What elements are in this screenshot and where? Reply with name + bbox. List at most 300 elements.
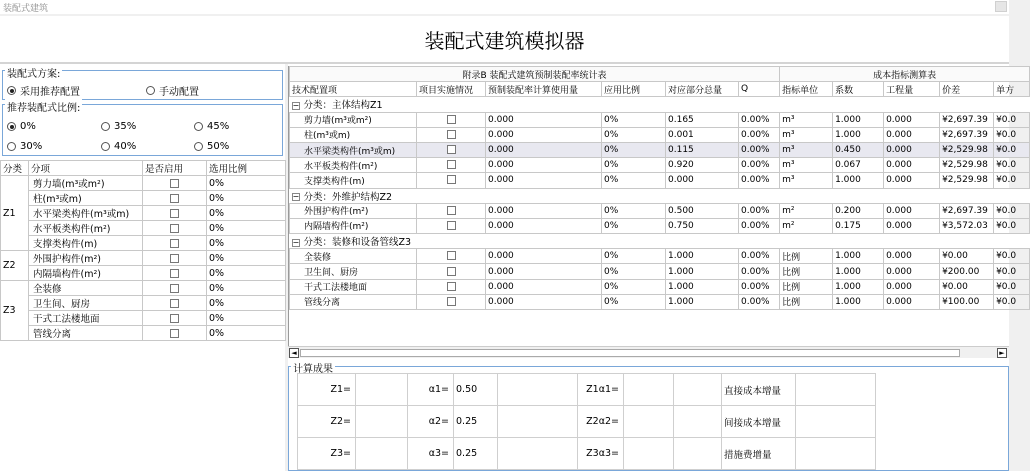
- enable-checkbox[interactable]: [143, 281, 207, 296]
- col-header: 预制装配率计算使用量: [486, 82, 602, 97]
- z-value: [356, 438, 408, 470]
- total-cell[interactable]: 1.000: [666, 249, 739, 264]
- radio-checked-icon: [7, 122, 16, 131]
- price-diff-cell[interactable]: ¥0.00: [940, 279, 994, 294]
- price-diff-cell[interactable]: ¥2,697.39: [940, 127, 994, 142]
- usage-cell[interactable]: 0.000: [486, 203, 602, 218]
- total-cell[interactable]: 0.500: [666, 203, 739, 218]
- col-header: 技术配置项: [290, 82, 417, 97]
- unit-cell[interactable]: 比例: [780, 279, 833, 294]
- table-row: [1, 176, 286, 191]
- status-checkbox[interactable]: [417, 112, 486, 127]
- collapse-icon[interactable]: −: [292, 100, 300, 110]
- table-row: [1, 191, 286, 206]
- category-header[interactable]: [290, 188, 1030, 203]
- usage-cell[interactable]: 0.000: [486, 264, 602, 279]
- unit-price-cell[interactable]: ¥0.0: [994, 142, 1030, 157]
- z-label: Z2=: [298, 406, 356, 438]
- checkbox-icon: [447, 206, 456, 215]
- unit-cell[interactable]: 比例: [780, 294, 833, 309]
- checkbox-icon: [170, 329, 179, 338]
- config-item-name: 干式工法楼地面: [290, 279, 417, 294]
- total-cell[interactable]: 0.920: [666, 158, 739, 173]
- scrollbar-thumb[interactable]: [300, 349, 960, 357]
- radio-label: 手动配置: [159, 87, 199, 98]
- price-diff-cell[interactable]: ¥2,529.98: [940, 142, 994, 157]
- quantity-cell[interactable]: 0.000: [884, 249, 940, 264]
- radio-unchecked-icon: [7, 142, 16, 151]
- category-code: Z3: [1, 281, 29, 341]
- collapse-icon[interactable]: −: [292, 237, 300, 247]
- horizontal-scrollbar[interactable]: [288, 346, 1009, 358]
- usage-cell[interactable]: 0.000: [486, 112, 602, 127]
- group-header-prefab: 附录B 装配式建筑预制装配率统计表: [290, 67, 780, 82]
- coef-cell[interactable]: 0.067: [833, 158, 884, 173]
- total-cell[interactable]: 0.000: [666, 173, 739, 188]
- unit-price-cell[interactable]: ¥0.0: [994, 127, 1030, 142]
- alpha-value[interactable]: 0.25: [454, 438, 498, 470]
- table-row: [1, 266, 286, 281]
- checkbox-icon: [170, 269, 179, 278]
- category-title: 分类：装修和设备管线Z3: [303, 237, 412, 249]
- config-item-name: 水平板类构件(m²): [290, 158, 417, 173]
- unit-cell[interactable]: m²: [780, 218, 833, 233]
- col-header: 系数: [833, 82, 884, 97]
- quantity-cell[interactable]: 0.000: [884, 173, 940, 188]
- config-item-name: 水平梁类构件(m³或m): [290, 142, 417, 157]
- checkbox-icon: [170, 299, 179, 308]
- usage-cell[interactable]: 0.000: [486, 294, 602, 309]
- calc-results-group: [288, 366, 1009, 471]
- category-title: 分类：外维护结构Z2: [303, 191, 393, 203]
- cost-label: 措施费增量: [722, 438, 796, 470]
- cost-value: [796, 438, 876, 470]
- coef-cell[interactable]: 1.000: [833, 173, 884, 188]
- checkbox-icon: [170, 194, 179, 203]
- unit-price-cell[interactable]: ¥0.0: [994, 294, 1030, 309]
- spacer-cell: [674, 438, 722, 470]
- col-header-item: 分项: [29, 161, 143, 176]
- coef-cell[interactable]: 1.000: [833, 264, 884, 279]
- unit-cell[interactable]: m³: [780, 112, 833, 127]
- apply-ratio-cell[interactable]: 0%: [602, 218, 666, 233]
- col-header-category: 分类: [1, 161, 29, 176]
- checkbox-icon: [170, 254, 179, 263]
- status-checkbox[interactable]: [417, 218, 486, 233]
- item-name: 水平板类构件(m²): [29, 221, 143, 236]
- scheme-manual-radio[interactable]: [146, 83, 199, 98]
- alpha-label: α2=: [408, 406, 454, 438]
- q-cell[interactable]: 0.00%: [739, 249, 780, 264]
- item-name: 柱(m³或m): [29, 191, 143, 206]
- quantity-cell[interactable]: 0.000: [884, 203, 940, 218]
- category-header[interactable]: [290, 234, 1030, 249]
- table-row[interactable]: [290, 294, 1030, 309]
- coef-cell[interactable]: 1.000: [833, 279, 884, 294]
- price-diff-cell[interactable]: ¥2,697.39: [940, 203, 994, 218]
- z-alpha-label: Z2α2=: [578, 406, 624, 438]
- unit-price-cell[interactable]: ¥0.0: [994, 173, 1030, 188]
- table-row: [1, 281, 286, 296]
- checkbox-icon: [170, 209, 179, 218]
- usage-cell[interactable]: 0.000: [486, 279, 602, 294]
- col-header: 指标单位: [780, 82, 833, 97]
- total-cell[interactable]: 0.165: [666, 112, 739, 127]
- usage-cell[interactable]: 0.000: [486, 142, 602, 157]
- apply-ratio-cell[interactable]: 0%: [602, 112, 666, 127]
- unit-cell[interactable]: m²: [780, 203, 833, 218]
- z-label: Z1=: [298, 374, 356, 406]
- unit-cell[interactable]: 比例: [780, 264, 833, 279]
- radio-label: 35%: [114, 121, 137, 132]
- checkbox-icon: [170, 179, 179, 188]
- coef-cell[interactable]: 1.000: [833, 294, 884, 309]
- config-item-name: 柱(m³或m): [290, 127, 417, 142]
- usage-cell[interactable]: 0.000: [486, 127, 602, 142]
- col-header-enabled: 是否启用: [143, 161, 207, 176]
- spacer-cell: [498, 406, 578, 438]
- stats-grid: [288, 66, 1017, 346]
- table-row[interactable]: [290, 173, 1030, 188]
- price-diff-cell[interactable]: ¥2,529.98: [940, 158, 994, 173]
- ratio-cell[interactable]: 0%: [207, 236, 286, 251]
- unit-cell[interactable]: m³: [780, 142, 833, 157]
- radio-label: 45%: [207, 121, 230, 132]
- checkbox-icon: [447, 297, 456, 306]
- unit-price-cell[interactable]: ¥0.0: [994, 264, 1030, 279]
- enable-checkbox[interactable]: [143, 236, 207, 251]
- ratio-legend: 推荐装配式比例:: [5, 99, 82, 114]
- ratio-40-radio[interactable]: [101, 141, 136, 152]
- table-row[interactable]: [290, 127, 1030, 142]
- q-cell[interactable]: 0.00%: [739, 279, 780, 294]
- price-diff-cell[interactable]: ¥0.00: [940, 249, 994, 264]
- unit-cell[interactable]: 比例: [780, 249, 833, 264]
- unit-cell[interactable]: m³: [780, 173, 833, 188]
- item-name: 干式工法楼地面: [29, 311, 143, 326]
- z-alpha-value: [624, 406, 674, 438]
- ratio-cell[interactable]: 0%: [207, 206, 286, 221]
- checkbox-icon: [447, 145, 456, 154]
- ratio-cell[interactable]: 0%: [207, 251, 286, 266]
- radio-unchecked-icon: [101, 142, 110, 151]
- item-name: 内隔墙构件(m²): [29, 266, 143, 281]
- calc-row: [298, 438, 876, 470]
- coef-cell[interactable]: 0.200: [833, 203, 884, 218]
- ratio-cell[interactable]: 0%: [207, 266, 286, 281]
- window-control-button[interactable]: [995, 1, 1007, 12]
- alpha-label: α1=: [408, 374, 454, 406]
- radio-label: 50%: [207, 141, 230, 152]
- ratio-cell[interactable]: 0%: [207, 176, 286, 191]
- usage-cell[interactable]: 0.000: [486, 158, 602, 173]
- col-header: 价差: [940, 82, 994, 97]
- cost-value: [796, 406, 876, 438]
- calc-row: [298, 374, 876, 406]
- checkbox-icon: [447, 115, 456, 124]
- scroll-left-icon[interactable]: ◄: [289, 348, 299, 358]
- scheme-legend: 装配式方案:: [5, 65, 62, 80]
- config-item-name: 剪力墙(m³或m²): [290, 112, 417, 127]
- spacer-cell: [674, 374, 722, 406]
- q-cell[interactable]: 0.00%: [739, 127, 780, 142]
- table-row: [1, 251, 286, 266]
- quantity-cell[interactable]: 0.000: [884, 264, 940, 279]
- status-checkbox[interactable]: [417, 249, 486, 264]
- status-checkbox[interactable]: [417, 264, 486, 279]
- spacer-cell: [674, 406, 722, 438]
- alpha-label: α3=: [408, 438, 454, 470]
- total-cell[interactable]: 0.750: [666, 218, 739, 233]
- table-row[interactable]: [290, 279, 1030, 294]
- col-header-ratio: 选用比例: [207, 161, 286, 176]
- scheme-recommended-radio[interactable]: [7, 83, 80, 98]
- radio-unchecked-icon: [146, 86, 155, 95]
- quantity-cell[interactable]: 0.000: [884, 127, 940, 142]
- enable-checkbox[interactable]: [143, 176, 207, 191]
- table-row[interactable]: [290, 218, 1030, 233]
- ratio-cell[interactable]: 0%: [207, 311, 286, 326]
- window-title: 装配式建筑: [3, 4, 49, 14]
- coef-cell[interactable]: 1.000: [833, 249, 884, 264]
- config-item-name: 卫生间、厨房: [290, 264, 417, 279]
- usage-cell[interactable]: 0.000: [486, 218, 602, 233]
- col-header: 对应部分总量: [666, 82, 739, 97]
- radio-label: 采用推荐配置: [20, 87, 80, 98]
- status-checkbox[interactable]: [417, 294, 486, 309]
- enable-checkbox[interactable]: [143, 251, 207, 266]
- quantity-cell[interactable]: 0.000: [884, 158, 940, 173]
- checkbox-icon: [447, 130, 456, 139]
- col-header: 单方: [994, 82, 1030, 97]
- group-header-cost: 成本指标测算表: [780, 67, 1030, 82]
- total-cell[interactable]: 1.000: [666, 264, 739, 279]
- q-cell[interactable]: 0.00%: [739, 173, 780, 188]
- column-header-row: [290, 82, 1030, 97]
- category-code: Z2: [1, 251, 29, 281]
- price-diff-cell[interactable]: ¥3,572.03: [940, 218, 994, 233]
- checkbox-icon: [170, 284, 179, 293]
- q-cell[interactable]: 0.00%: [739, 158, 780, 173]
- collapse-icon[interactable]: −: [292, 192, 300, 202]
- checkbox-icon: [447, 267, 456, 276]
- calc-table: [297, 373, 876, 470]
- component-table: [0, 160, 286, 341]
- cost-label: 直接成本增量: [722, 374, 796, 406]
- z-value: [356, 374, 408, 406]
- category-code: Z1: [1, 176, 29, 251]
- table-row: [1, 221, 286, 236]
- apply-ratio-cell[interactable]: 0%: [602, 203, 666, 218]
- z-label: Z3=: [298, 438, 356, 470]
- unit-cell[interactable]: m³: [780, 127, 833, 142]
- col-header: 工程量: [884, 82, 940, 97]
- table-row[interactable]: [290, 249, 1030, 264]
- table-row[interactable]: [290, 158, 1030, 173]
- item-name: 管线分离: [29, 326, 143, 341]
- radio-label: 0%: [20, 121, 36, 132]
- apply-ratio-cell[interactable]: 0%: [602, 158, 666, 173]
- table-row: [1, 206, 286, 221]
- category-row[interactable]: [290, 188, 1030, 203]
- table-row[interactable]: [290, 264, 1030, 279]
- window-titlebar: [0, 0, 1009, 14]
- config-item-name: 全装修: [290, 249, 417, 264]
- app-title: 装配式建筑模拟器: [0, 16, 1009, 62]
- ratio-35-radio[interactable]: [101, 121, 136, 132]
- apply-ratio-cell[interactable]: 0%: [602, 294, 666, 309]
- enable-checkbox[interactable]: [143, 221, 207, 236]
- ratio-cell[interactable]: 0%: [207, 296, 286, 311]
- apply-ratio-cell[interactable]: 0%: [602, 264, 666, 279]
- price-diff-cell[interactable]: ¥200.00: [940, 264, 994, 279]
- coef-cell[interactable]: 0.175: [833, 218, 884, 233]
- unit-cell[interactable]: m³: [780, 158, 833, 173]
- ratio-cell[interactable]: 0%: [207, 221, 286, 236]
- coef-cell[interactable]: 0.450: [833, 142, 884, 157]
- q-cell[interactable]: 0.00%: [739, 218, 780, 233]
- checkbox-icon: [170, 314, 179, 323]
- calc-legend: 计算成果: [291, 360, 335, 375]
- status-checkbox[interactable]: [417, 142, 486, 157]
- table-row[interactable]: [290, 142, 1030, 157]
- unit-price-cell[interactable]: ¥0.0: [994, 158, 1030, 173]
- ratio-group: [2, 104, 283, 156]
- scroll-right-icon[interactable]: ►: [997, 348, 1007, 358]
- total-cell[interactable]: 1.000: [666, 294, 739, 309]
- table-row: [1, 326, 286, 341]
- item-name: 支撑类构件(m): [29, 236, 143, 251]
- enable-checkbox[interactable]: [143, 266, 207, 281]
- z-alpha-label: Z3α3=: [578, 438, 624, 470]
- right-panel: [288, 64, 1017, 471]
- q-cell[interactable]: 0.00%: [739, 264, 780, 279]
- ratio-cell[interactable]: 0%: [207, 326, 286, 341]
- table-row: [1, 236, 286, 251]
- item-name: 剪力墙(m³或m²): [29, 176, 143, 191]
- table-row[interactable]: [290, 112, 1030, 127]
- left-panel: [0, 64, 285, 471]
- config-item-name: 支撑类构件(m): [290, 173, 417, 188]
- status-checkbox[interactable]: [417, 279, 486, 294]
- checkbox-icon: [447, 175, 456, 184]
- enable-checkbox[interactable]: [143, 296, 207, 311]
- unit-price-cell[interactable]: ¥0.0: [994, 203, 1030, 218]
- quantity-cell[interactable]: 0.000: [884, 112, 940, 127]
- radio-unchecked-icon: [194, 142, 203, 151]
- apply-ratio-cell[interactable]: 0%: [602, 279, 666, 294]
- ratio-cell[interactable]: 0%: [207, 191, 286, 206]
- apply-ratio-cell[interactable]: 0%: [602, 127, 666, 142]
- apply-ratio-cell[interactable]: 0%: [602, 173, 666, 188]
- item-name: 全装修: [29, 281, 143, 296]
- total-cell[interactable]: 0.001: [666, 127, 739, 142]
- checkbox-icon: [447, 282, 456, 291]
- ratio-45-radio[interactable]: [194, 121, 229, 132]
- col-header: 应用比例: [602, 82, 666, 97]
- col-header: 项目实施情况: [417, 82, 486, 97]
- radio-label: 30%: [20, 141, 43, 152]
- checkbox-icon: [170, 239, 179, 248]
- unit-price-cell[interactable]: ¥0.0: [994, 112, 1030, 127]
- ratio-0-radio[interactable]: [7, 121, 36, 132]
- config-item-name: 内隔墙构件(m²): [290, 218, 417, 233]
- ratio-cell[interactable]: 0%: [207, 281, 286, 296]
- stats-table: [289, 66, 1030, 310]
- q-cell[interactable]: 0.00%: [739, 142, 780, 157]
- alpha-value[interactable]: 0.50: [454, 374, 498, 406]
- price-diff-cell[interactable]: ¥100.00: [940, 294, 994, 309]
- price-diff-cell[interactable]: ¥2,697.39: [940, 112, 994, 127]
- quantity-cell[interactable]: 0.000: [884, 142, 940, 157]
- radio-unchecked-icon: [101, 122, 110, 131]
- apply-ratio-cell[interactable]: 0%: [602, 249, 666, 264]
- q-cell[interactable]: 0.00%: [739, 294, 780, 309]
- total-cell[interactable]: 0.115: [666, 142, 739, 157]
- price-diff-cell[interactable]: ¥2,529.98: [940, 173, 994, 188]
- ratio-50-radio[interactable]: [194, 141, 229, 152]
- enable-checkbox[interactable]: [143, 311, 207, 326]
- unit-price-cell[interactable]: ¥0.0: [994, 279, 1030, 294]
- config-item-name: 管线分离: [290, 294, 417, 309]
- q-cell[interactable]: 0.00%: [739, 112, 780, 127]
- coef-cell[interactable]: 1.000: [833, 127, 884, 142]
- status-checkbox[interactable]: [417, 173, 486, 188]
- item-name: 水平梁类构件(m³或m): [29, 206, 143, 221]
- item-name: 外围护构件(m²): [29, 251, 143, 266]
- scheme-group: [2, 70, 283, 100]
- z-alpha-label: Z1α1=: [578, 374, 624, 406]
- unit-price-cell[interactable]: ¥0.0: [994, 249, 1030, 264]
- category-header[interactable]: [290, 97, 1030, 112]
- table-row[interactable]: [290, 203, 1030, 218]
- total-cell[interactable]: 1.000: [666, 279, 739, 294]
- unit-price-cell[interactable]: ¥0.0: [994, 218, 1030, 233]
- radio-label: 40%: [114, 141, 137, 152]
- status-checkbox[interactable]: [417, 158, 486, 173]
- table-header-row: [1, 161, 286, 176]
- coef-cell[interactable]: 1.000: [833, 112, 884, 127]
- cost-label: 间接成本增量: [722, 406, 796, 438]
- checkbox-icon: [447, 221, 456, 230]
- category-row[interactable]: [290, 97, 1030, 112]
- quantity-cell[interactable]: 0.000: [884, 294, 940, 309]
- table-row: [1, 311, 286, 326]
- z-alpha-value: [624, 438, 674, 470]
- apply-ratio-cell[interactable]: 0%: [602, 142, 666, 157]
- enable-checkbox[interactable]: [143, 326, 207, 341]
- checkbox-icon: [170, 224, 179, 233]
- usage-cell[interactable]: 0.000: [486, 249, 602, 264]
- config-item-name: 外围护构件(m²): [290, 203, 417, 218]
- usage-cell[interactable]: 0.000: [486, 173, 602, 188]
- alpha-value[interactable]: 0.25: [454, 406, 498, 438]
- ratio-30-radio[interactable]: [7, 141, 42, 152]
- calc-row: [298, 406, 876, 438]
- table-row: [1, 296, 286, 311]
- q-cell[interactable]: 0.00%: [739, 203, 780, 218]
- status-checkbox[interactable]: [417, 127, 486, 142]
- category-title: 分类：主体结构Z1: [303, 100, 383, 112]
- status-checkbox[interactable]: [417, 203, 486, 218]
- cost-value: [796, 374, 876, 406]
- enable-checkbox[interactable]: [143, 206, 207, 221]
- enable-checkbox[interactable]: [143, 191, 207, 206]
- quantity-cell[interactable]: 0.000: [884, 218, 940, 233]
- category-row[interactable]: [290, 234, 1030, 249]
- z-value: [356, 406, 408, 438]
- quantity-cell[interactable]: 0.000: [884, 279, 940, 294]
